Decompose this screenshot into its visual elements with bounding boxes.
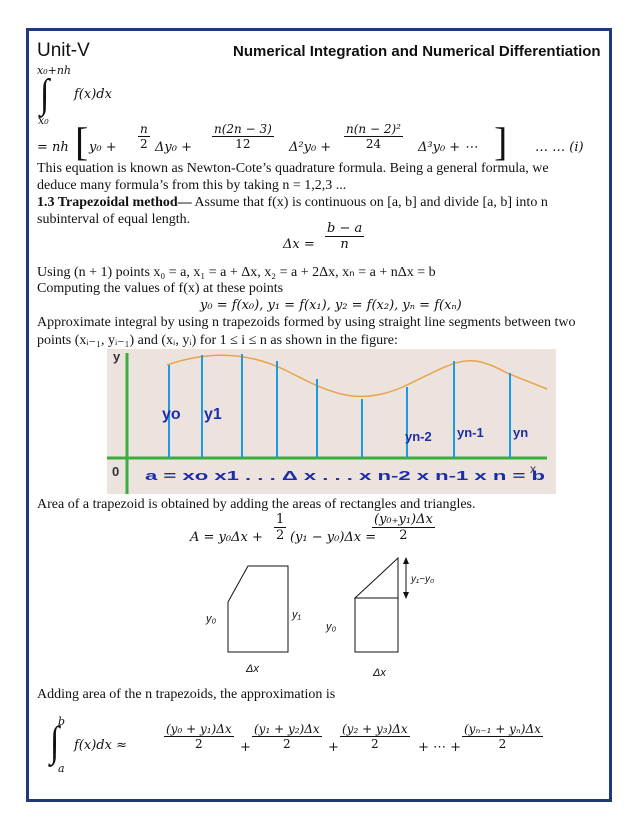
arrow-head-up (403, 557, 409, 564)
t1-den: 2 (195, 737, 203, 751)
half-den: 2 (276, 528, 285, 543)
fraction-2 (212, 122, 274, 151)
computing-line: Computing the values of f(x) at these points (37, 281, 284, 296)
right-dx-label: Δx (373, 667, 386, 679)
area-rhs-den: 2 (399, 528, 408, 543)
section-text: Assume that f(x) is continuous on [a, b] and divide [a, b] into n (191, 195, 548, 210)
ordinate-label-yn: yn (513, 425, 529, 440)
right-diff-label: y₁−y₀ (411, 574, 435, 585)
final-integral-sign: ∫ (50, 719, 60, 766)
t3-den: 2 (371, 737, 379, 751)
section-line (37, 195, 548, 211)
integrand: f(x)dx (74, 87, 112, 102)
frac3-num: n(n − 2)² (346, 122, 401, 136)
delta-x-fraction (325, 221, 364, 252)
formula-term2: Δy₀ + (155, 140, 192, 155)
trapezoid-figure (107, 349, 556, 494)
area-lhs: A = y₀Δx + (190, 530, 263, 545)
bracket-right: ] (494, 119, 508, 164)
fraction-3 (344, 122, 403, 151)
x-arrow-label: x (530, 462, 536, 476)
paragraph-line: deduce many formula’s from this by taking n = 1,2,3 ... (37, 178, 347, 193)
formula-term3: Δ²y₀ + (289, 140, 332, 155)
approx-line: Approximate integral by using n trapezoids formed by using straight line segments between two (37, 315, 576, 330)
integral-upper-limit: x₀+nh (37, 64, 71, 77)
ordinate-label-y1: y1 (204, 406, 222, 423)
frac2-den: 12 (235, 137, 251, 151)
area-half (274, 512, 286, 543)
final-dots: + ⋯ + (418, 740, 462, 755)
final-integrand: f(x)dx ≈ (74, 738, 127, 753)
plus-sign: + (240, 740, 251, 755)
y-axis-label: y (113, 349, 121, 364)
left-dx-label: Δx (246, 663, 259, 675)
area-mid: (y₁ − y₀)Δx = (290, 530, 377, 545)
ordinate-label-yn-1: yn-1 (457, 425, 484, 440)
half-num: 1 (276, 512, 285, 527)
equation-label: … … (i) (535, 140, 584, 155)
left-y0-label: y₀ (206, 613, 217, 625)
final-term-n (462, 722, 543, 751)
bracket-left: [ (75, 119, 89, 164)
adding-line: Adding area of the n trapezoids, the approximation is (37, 687, 336, 702)
section-line-2: subinterval of equal length. (37, 212, 191, 227)
trapezoid-diagrams (190, 552, 470, 682)
formula-term4: Δ³y₀ + ⋯ (418, 140, 478, 155)
final-term-3 (340, 722, 410, 751)
left-y1-label: y₁ (292, 609, 301, 621)
delta-num: b − a (327, 221, 363, 236)
t3-num: (y₂ + y₃)Δx (342, 722, 408, 736)
tn-den: 2 (498, 737, 507, 751)
tn-num: (yₙ₋₁ + yₙ)Δx (464, 722, 541, 736)
origin-label: 0 (112, 464, 120, 479)
t2-num: (y₁ + y₂)Δx (254, 722, 320, 736)
area-line: Area of a trapezoid is obtained by adding the areas of rectangles and triangles. (37, 497, 476, 512)
rectangle-shape (355, 598, 398, 652)
page-title: Numerical Integration and Numerical Differentiation (233, 43, 601, 60)
points-line: Using (n + 1) points x₀ = a, x₁ = a + Δx, x₂ = a + 2Δx, xₙ = a + nΔx = b (37, 265, 436, 280)
final-term-1 (164, 722, 234, 751)
area-rhs (372, 512, 435, 543)
ordinate-label-y0: yo (162, 406, 181, 423)
trapezoid-shape (228, 566, 288, 652)
right-y0-label: y₀ (326, 621, 337, 633)
delta-den: n (340, 237, 349, 252)
fraction-1 (138, 122, 150, 151)
frac3-den: 24 (365, 137, 382, 151)
unit-label: Unit-V (37, 40, 90, 61)
section-dash: — (177, 195, 192, 210)
integral-lower-limit: x₀ (38, 114, 49, 127)
frac2-num: n(2n − 3) (214, 122, 272, 136)
t2-den: 2 (283, 737, 291, 751)
formula-lead: = nh (37, 140, 69, 155)
final-lower-limit: a (58, 762, 65, 775)
integral-sign: ∫ (40, 72, 50, 117)
x-tick-labels: a = xo x1 . . . Δ x . . . x n-2 x n-1 x n = b (145, 468, 546, 483)
paragraph-line: This equation is known as Newton-Cote’s quadrature formula. Being a general formula, we (37, 161, 549, 176)
values-line: y₀ = f(x₀), y₁ = f(x₁), y₂ = f(x₂), yₙ = f(xₙ) (200, 298, 462, 313)
final-upper-limit: b (58, 715, 66, 728)
arrow-head-down (403, 592, 409, 599)
frac1-num: n (140, 122, 148, 136)
final-term-2 (252, 722, 322, 751)
plus-sign: + (328, 740, 339, 755)
frac1-den: 2 (140, 137, 148, 151)
t1-num: (y₀ + y₁)Δx (166, 722, 232, 736)
triangle-shape (355, 558, 398, 598)
area-rhs-num: (y₀₊y₁)Δx (374, 512, 433, 527)
section-heading: 1.3 Trapezoidal method (37, 195, 178, 210)
ordinate-label-yn-2: yn-2 (405, 429, 432, 444)
approx-line-2: points (xᵢ₋₁, yᵢ₋₁) and (xᵢ, yᵢ) for 1 ≤ i ≤ n as shown in the figure: (37, 333, 398, 348)
delta-x-lhs: Δx = (283, 237, 315, 252)
formula-term1: y₀ + (89, 140, 117, 155)
